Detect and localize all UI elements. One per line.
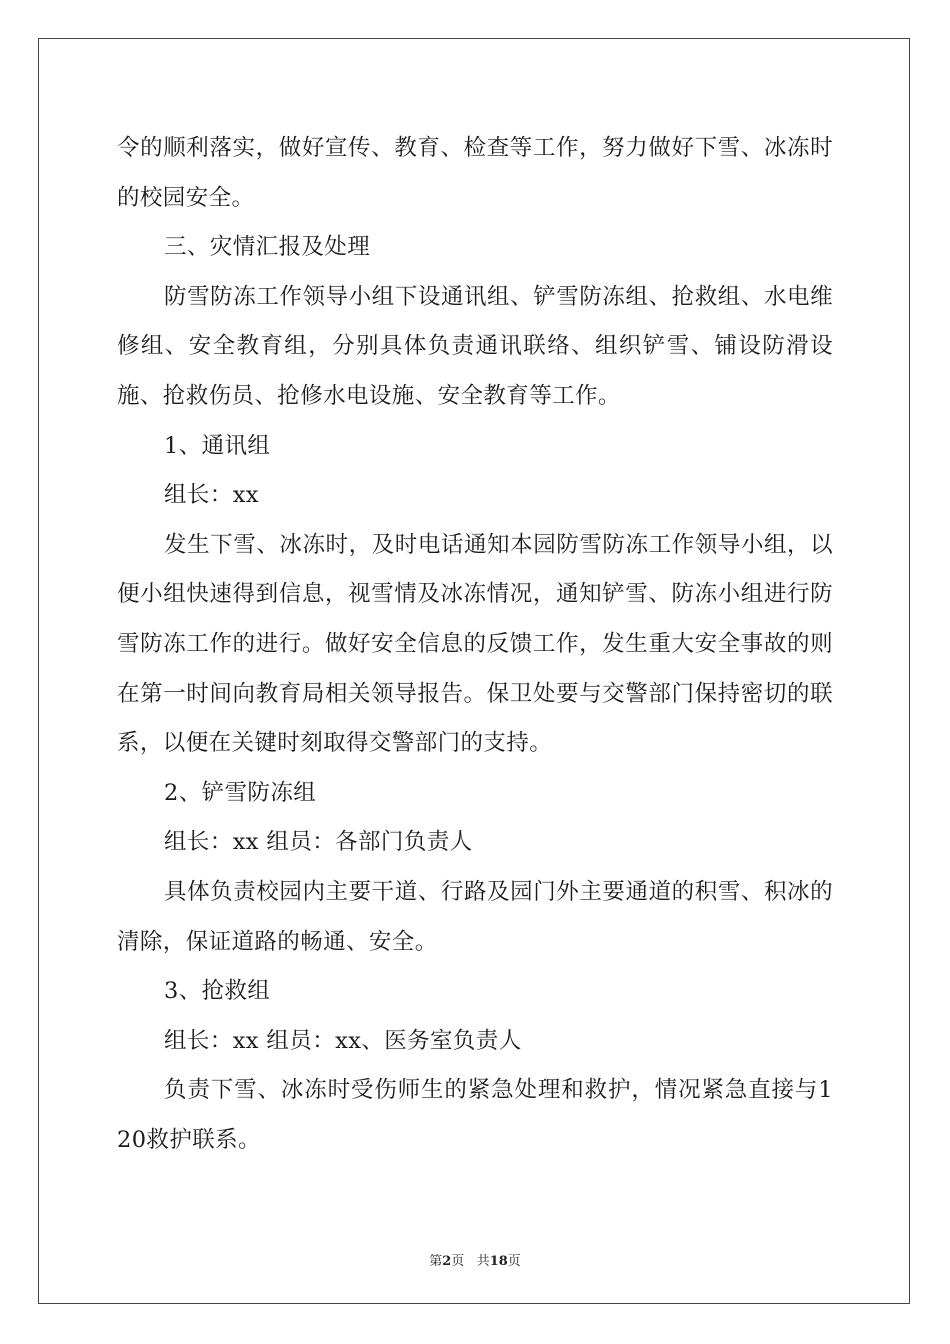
paragraph-communication-duties: 发生下雪、冰冻时，及时电话通知本园防雪防冻工作领导小组，以便小组快速得到信息，视雪情及冰冻情况，通知铲雪、防冻小组进行防雪防冻工作的进行。做好安全信息的反馈工作，发生重大安全事故的则在第一时间向教育局相关领导报告。保卫处要与交警部门保持密切的联系，以便在关键时刻取得交警部门的支持。 bbox=[117, 531, 833, 757]
communication-team-leader: 组长：xx bbox=[164, 482, 259, 509]
subheading-rescue-team: 3、抢救组 bbox=[164, 978, 271, 1005]
document-body bbox=[117, 124, 833, 1165]
snow-removal-team-members: 组长：xx 组员：各部门负责人 bbox=[164, 829, 473, 856]
footer-page-suffix: 页 bbox=[451, 1254, 465, 1269]
footer-page-number: 2 bbox=[442, 1254, 452, 1269]
footer-total-prefix: 共 bbox=[476, 1254, 490, 1269]
footer-total-suffix: 页 bbox=[507, 1254, 521, 1269]
paragraph-rescue-duties: 负责下雪、冰冻时受伤师生的紧急处理和救护，情况紧急直接与120救护联系。 bbox=[117, 1077, 833, 1153]
subheading-communication-team: 1、通讯组 bbox=[164, 432, 271, 459]
footer-total-pages: 18 bbox=[489, 1254, 508, 1269]
paragraph-team-overview: 防雪防冻工作领导小组下设通讯组、铲雪防冻组、抢救组、水电维修组、安全教育组，分别具体负责通讯联络、组织铲雪、铺设防滑设施、抢救伤员、抢修水电设施、安全教育等工作。 bbox=[117, 283, 833, 409]
section-heading-disaster-report: 三、灾情汇报及处理 bbox=[164, 234, 371, 261]
subheading-snow-removal-team: 2、铲雪防冻组 bbox=[164, 779, 317, 806]
paragraph-snow-removal-duties: 具体负责校园内主要干道、行路及园门外主要通道的积雪、积冰的清除，保证道路的畅通、安全。 bbox=[117, 878, 833, 955]
footer-page-prefix: 第 bbox=[429, 1254, 443, 1269]
page-footer bbox=[0, 1250, 950, 1269]
paragraph-continuation: 令的顺利落实，做好宣传、教育、检查等工作，努力做好下雪、冰冻时的校园安全。 bbox=[117, 135, 833, 211]
rescue-team-members: 组长：xx 组员：xx、医务室负责人 bbox=[164, 1027, 522, 1054]
